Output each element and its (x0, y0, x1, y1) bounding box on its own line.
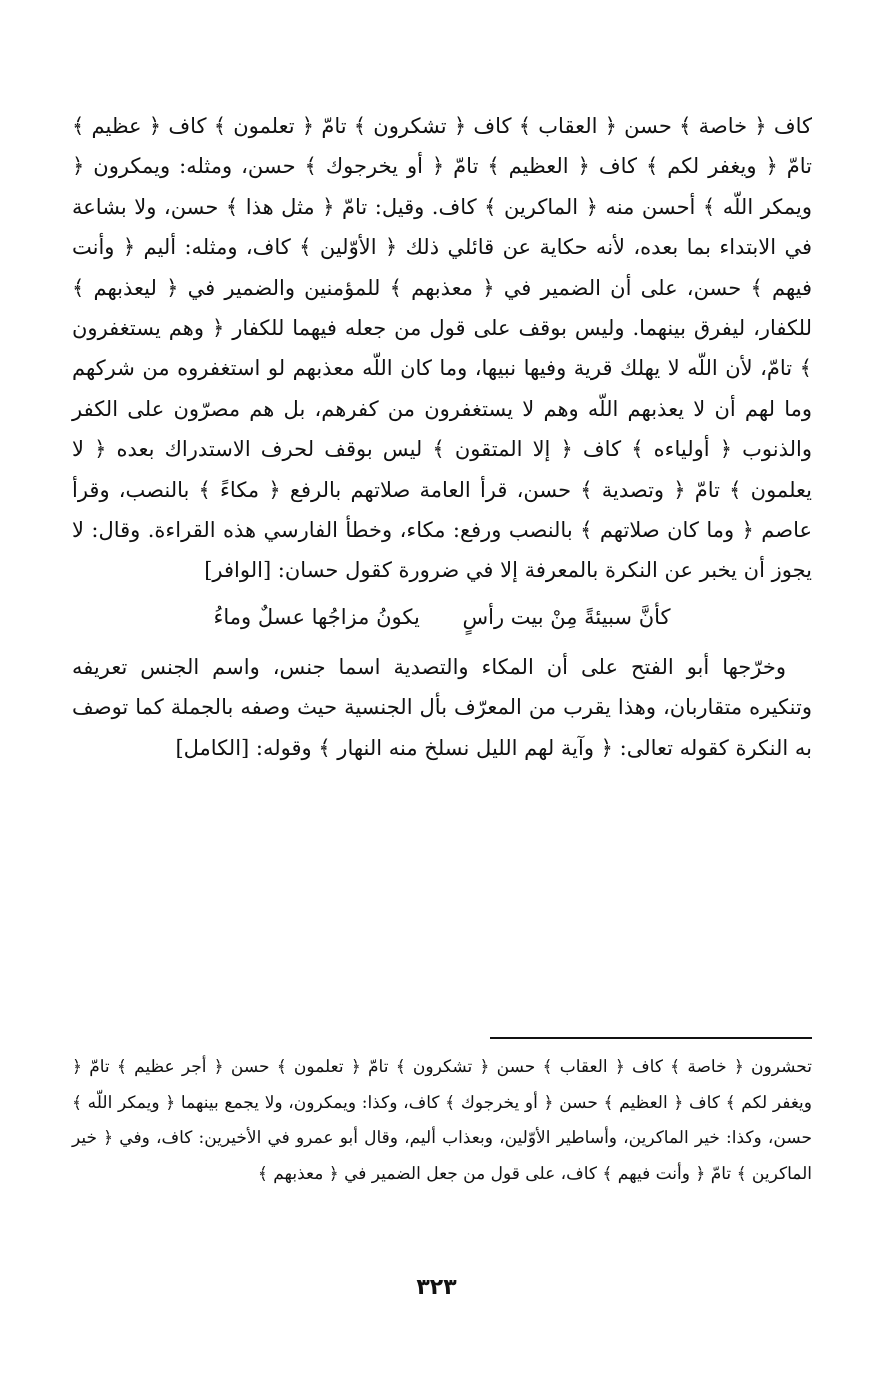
page-number: ٣٢٣ (416, 1275, 457, 1300)
poetry-verse (72, 595, 812, 639)
footnote-text: تحشرون ﴿ خاصة ﴾ كاف ﴿ العقاب ﴾ حسن ﴿ تشكرون ﴾ تامّ ﴿ تعلمون ﴾ حسن ﴿ أجر عظيم ﴾ تامّ ﴿ ويغفر لكم ﴾ كاف ﴿ العظيم ﴾ حسن ﴿ أو يخرجوك ﴾ كاف، وكذا: ويمكرون، ولا يجمع بينهما ﴿ ويمكر اللّه ﴾ حسن، وكذا: خير الماكرين، وأساطير الأوّلين، وبعذاب أليم، وقال أبو عمرو في الأخيرين: كاف، وفي ﴿ خير الماكرين ﴾ تامّ ﴿ وأنت فيهم ﴾ كاف، على قول من جعل الضمير في ﴿ معذبهم ﴾ (72, 1057, 812, 1184)
main-text-block (72, 106, 812, 768)
main-paragraph-1: كاف ﴿ خاصة ﴾ حسن ﴿ العقاب ﴾ كاف ﴿ تشكرون ﴾ تامّ ﴿ تعلمون ﴾ كاف ﴿ عظيم ﴾ تامّ ﴿ ويغفر لكم ﴾ كاف ﴿ العظيم ﴾ تامّ ﴿ أو يخرجوك ﴾ حسن، ومثله: ويمكرون ﴿ ويمكر اللّه ﴾ أحسن منه ﴿ الماكرين ﴾ كاف. وقيل: تامّ ﴿ مثل هذا ﴾ حسن، ولا بشاعة في الابتداء بما بعده، لأنه حكاية عن قائلي ذلك ﴿ الأوّلين ﴾ كاف، ومثله: أليم ﴿ وأنت فيهم ﴾ حسن، على أن الضمير في ﴿ معذبهم ﴾ للمؤمنين والضمير في ﴿ ليعذبهم ﴾ للكفار، ليفرق بينهما. وليس بوقف على قول من جعله فيهما للكفار ﴿ وهم يستغفرون ﴾ تامّ، لأن اللّه لا يهلك قرية وفيها نبيها، وما كان اللّه معذبهم لو استغفروه من شركهم وما لهم أن لا يعذبهم اللّه وهم لا يستغفرون من كفرهم، بل هم مصرّون على الكفر والذنوب ﴿ أولياءه ﴾ كاف ﴿ إلا المتقون ﴾ ليس بوقف لحرف الاستدراك بعده ﴿ لا يعلمون ﴾ تامّ ﴿ وتصدية ﴾ حسن، قرأ العامة صلاتهم بالرفع ﴿ مكاءً ﴾ بالنصب، وقرأ عاصم ﴿ وما كان صلاتهم ﴾ بالنصب ورفع: مكاء، وخطأ الفارسي هذه القراءة. وقال: لا يجوز أن يخبر عن النكرة بالمعرفة إلا في ضرورة كقول حسان: [الوافر] (72, 114, 812, 583)
main-paragraph-2: وخرّجها أبو الفتح على أن المكاء والتصدية اسما جنس، واسم الجنس تعريفه وتنكيره متقاربان، وهذا يقرب من المعرّف بأل الجنسية حيث وصفه بالجملة كما توصف به النكرة كقوله تعالى: ﴿ وآية لهم الليل نسلخ منه النهار ﴾ وقوله: [الكامل] (72, 654, 812, 760)
footnote-divider (490, 1037, 812, 1039)
footnotes-block (72, 1050, 812, 1192)
verse-hemistich-second: يكونُ مزاجُها عسلٌ وماءُ (213, 604, 420, 629)
verse-hemistich-first: كأنَّ سبيئةً مِنْ بيت رأسٍ (462, 604, 671, 629)
